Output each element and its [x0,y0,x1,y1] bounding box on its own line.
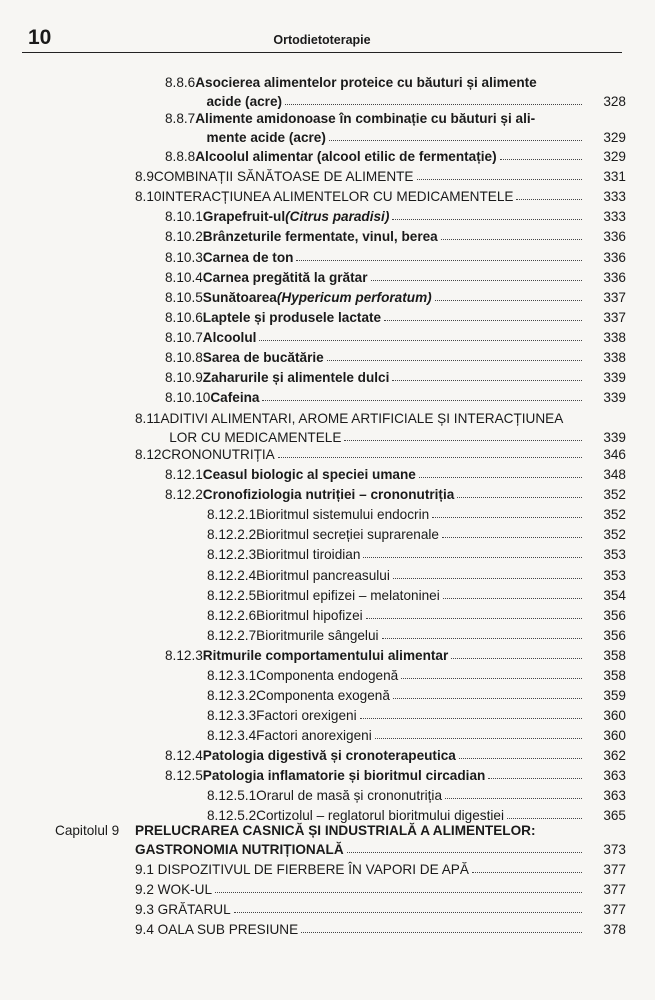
toc-line [165,110,585,128]
toc-entry[interactable] [0,727,655,745]
toc-entry[interactable] [0,410,655,428]
dot-leader [296,249,582,261]
dot-leader [441,228,582,240]
page-ref: 337 [603,310,626,325]
entry-title: Bioritmul tiroidian [256,547,361,562]
dot-leader [516,188,582,200]
dot-leader [459,747,582,759]
toc-entry[interactable] [0,208,655,226]
toc-line [207,627,585,645]
toc-entry[interactable] [0,787,655,805]
toc-line [207,526,585,544]
page-ref: 336 [603,250,626,265]
entry-title: Alimente amidonoase în combinație cu băuturi și ali- [195,111,536,126]
entry-title: Carnea pregătită la grătar [202,270,368,285]
toc-entry[interactable] [0,349,655,367]
toc-line [135,822,585,840]
toc-line [207,667,585,685]
dot-leader [500,148,582,160]
page-ref: 373 [603,842,626,857]
entry-title: Sunătoarea [202,290,277,305]
toc-entry[interactable] [0,93,655,111]
chapter-title: PRELUCRAREA CASNICĂ ȘI INDUSTRIALĂ A ALIMENTELOR: [135,823,536,838]
page-ref: 354 [603,588,626,603]
toc-entry[interactable] [0,446,655,464]
toc-entry[interactable] [0,110,655,128]
toc-line [165,647,585,665]
page-ref: 339 [603,370,626,385]
dot-leader [401,667,582,679]
toc-line [135,841,585,859]
dot-leader [301,921,582,933]
toc-line [135,188,585,206]
dot-leader [371,269,583,281]
dot-leader [435,289,582,301]
dot-leader [347,841,582,853]
toc-line [169,429,585,447]
toc-line [207,727,585,745]
toc-line [135,861,585,879]
toc-entry[interactable] [0,881,655,899]
entry-title: COMBINAȚII SĂNĂTOASE DE ALIMENTE [153,169,414,184]
toc-entry[interactable] [0,389,655,407]
dot-leader [507,807,582,819]
entry-title: Zaharurile și alimentele dulci [202,370,390,385]
page-ref: 352 [603,527,626,542]
toc-entry[interactable] [0,188,655,206]
page-ref: 363 [603,768,626,783]
entry-number: 8.10.5 [165,290,203,305]
page-ref: 356 [603,628,626,643]
entry-title-cont: acide (acre) [206,94,283,109]
entry-title: Patologia inflamatorie și bioritmul circadian [202,768,486,783]
toc-line [135,168,585,186]
entry-number: 8.8.8 [165,149,196,164]
toc-entry[interactable] [0,841,655,859]
chapter-title-cont: GASTRONOMIA NUTRIȚIONALĂ [135,842,344,857]
dot-leader [234,901,582,913]
toc-entry[interactable] [0,687,655,705]
entry-title: Bioritmurile sângelui [256,628,379,643]
entry-title: Alcoolul [202,330,257,345]
entry-title: Patologia digestivă și cronoterapeutica [202,748,456,763]
dot-leader [366,607,582,619]
entry-title: 9.4 OALA SUB PRESIUNE [135,922,299,937]
entry-number: 8.10.6 [165,310,203,325]
entry-number: 8.12.5 [165,768,203,783]
page-ref: 336 [603,229,626,244]
entry-title: CRONONUTRIȚIA [161,447,275,462]
page-ref: 338 [603,330,626,345]
toc-line [207,93,586,111]
entry-number: 8.10 [135,189,162,204]
page-ref: 365 [603,808,626,823]
entry-title: Componenta endogenă [256,668,399,683]
toc-line [207,506,585,524]
entry-number: 8.12.2.6 [207,608,257,623]
page-ref: 346 [603,447,626,462]
page-ref: 328 [603,94,626,109]
page-ref: 337 [603,290,626,305]
entry-title: Factori orexigeni [256,708,357,723]
entry-number: 8.12.2.4 [207,568,257,583]
entry-latin-name: (Hypericum perforatum) [276,290,432,305]
page-ref: 359 [603,688,626,703]
toc-line [165,349,585,367]
dot-leader [392,208,582,220]
dot-leader [445,787,582,799]
page-ref: 356 [603,608,626,623]
entry-number: 8.12.2.2 [207,527,257,542]
toc-entry[interactable] [0,486,655,504]
toc-entry[interactable] [0,168,655,186]
toc-line [165,486,585,504]
dot-leader [417,168,582,180]
dot-leader [432,506,582,518]
page-ref: 363 [603,788,626,803]
toc-line [135,921,585,939]
toc-entry[interactable] [0,429,655,447]
dot-leader [457,486,582,498]
dot-leader [278,446,582,458]
toc-line [165,309,585,327]
toc-entry[interactable] [0,309,655,327]
entry-title: 9.3 GRĂTARUL [135,902,231,917]
entry-title: Bioritmul sistemului endocrin [256,507,430,522]
toc-line [165,289,585,307]
toc-entry[interactable] [0,329,655,347]
page-ref: 358 [603,648,626,663]
toc-entry[interactable] [0,466,655,484]
dot-leader [259,329,582,341]
dot-leader [375,727,582,739]
toc-entry[interactable] [0,921,655,939]
entry-title: Bioritmul secreției suprarenale [256,527,439,542]
entry-title: Bioritmul epifizei – melatoninei [256,588,440,603]
entry-title: Sarea de bucătărie [202,350,324,365]
entry-title: Cronofiziologia nutriției – crononutriția [202,487,455,502]
page-ref: 352 [603,487,626,502]
entry-number: 8.12.1 [165,467,203,482]
page-ref: 329 [603,130,626,145]
entry-number: 8.8.7 [165,111,196,126]
toc-entry[interactable] [0,546,655,564]
dot-leader [285,93,582,105]
toc-line [207,707,585,725]
entry-title: Bioritmul hipofizei [256,608,363,623]
toc-line [207,587,585,605]
entry-number: 8.10.8 [165,350,203,365]
dot-leader [344,429,582,441]
toc-line [135,410,585,428]
dot-leader [393,567,582,579]
entry-number: 8.12.2.7 [207,628,257,643]
page-ref: 377 [603,882,626,897]
entry-number: 8.12.4 [165,748,203,763]
toc-line [165,389,585,407]
dot-leader [329,129,582,141]
page-ref: 348 [603,467,626,482]
entry-number: 8.12.5.1 [207,788,257,803]
page-ref: 352 [603,507,626,522]
entry-title-cont: LOR CU MEDICAMENTELE [169,430,342,445]
toc-line [165,747,585,765]
toc-entry[interactable] [0,74,655,92]
entry-title: Ceasul biologic al speciei umane [202,467,416,482]
toc-entry[interactable] [0,707,655,725]
toc-line [207,129,586,147]
chapter-label: Capitolul 9 [55,823,120,838]
toc-line [165,466,585,484]
dot-leader [262,389,582,401]
entry-number: 8.12.2 [165,487,203,502]
toc-entry[interactable] [0,289,655,307]
toc-line [207,787,585,805]
toc-entry[interactable] [0,747,655,765]
page-ref: 378 [603,922,626,937]
dot-leader [488,767,582,779]
entry-title: Asocierea alimentelor proteice cu băuturi și alimente [195,75,537,90]
entry-number: 8.11 [135,411,161,426]
entry-title: Brânzeturile fermentate, vinul, berea [202,229,438,244]
toc-entry[interactable] [0,269,655,287]
toc-entry[interactable] [0,506,655,524]
entry-number: 8.12.3.1 [207,668,257,683]
page-number: 10 [28,26,52,49]
dot-leader [442,526,582,538]
entry-number: 8.10.10 [165,390,211,405]
toc-entry[interactable] [0,587,655,605]
toc-line [135,901,585,919]
toc-line [207,546,585,564]
dot-leader [392,369,582,381]
toc-line [165,208,585,226]
entry-number: 8.12.3.4 [207,728,257,743]
entry-title: Alcoolul alimentar (alcool etilic de fermentație) [195,149,497,164]
page-ref: 360 [603,728,626,743]
toc-line [207,687,585,705]
toc-line [165,148,585,166]
page-ref: 331 [603,169,626,184]
entry-number: 8.12.3.3 [207,708,257,723]
toc-line [135,446,585,464]
page-ref: 333 [603,209,626,224]
entry-number: 8.12 [135,447,162,462]
running-title: Ortodietoterapie [273,33,371,47]
entry-number: 8.10.1 [165,209,203,224]
dot-leader [451,647,582,659]
entry-number: 8.8.6 [165,75,196,90]
entry-title: Cafeina [210,390,260,405]
dot-leader [393,687,582,699]
page-ref: 358 [603,668,626,683]
page-ref: 377 [603,902,626,917]
entry-latin-name: (Citrus paradisi) [285,209,390,224]
dot-leader [384,309,582,321]
toc-entry[interactable] [0,129,655,147]
entry-title: Ritmurile comportamentului alimentar [202,648,449,663]
entry-title: Bioritmul pancreasului [256,568,390,583]
dot-leader [472,861,582,873]
toc-line [165,329,585,347]
toc-line [165,369,585,387]
page-ref: 338 [603,350,626,365]
page-ref: 329 [603,149,626,164]
toc-line [165,269,585,287]
toc-entry[interactable] [0,767,655,785]
page-ref: 360 [603,708,626,723]
toc-line [165,74,585,92]
toc-entry[interactable] [0,369,655,387]
entry-number: 8.10.9 [165,370,203,385]
entry-title: 9.1 DISPOZITIVUL DE FIERBERE ÎN VAPORI DE APĂ [135,862,469,877]
page-ref: 377 [603,862,626,877]
toc-entry[interactable] [0,861,655,879]
entry-number: 8.10.2 [165,229,203,244]
toc-entry[interactable] [0,607,655,625]
dot-leader [363,546,582,558]
dot-leader [360,707,582,719]
entry-title: INTERACȚIUNEA ALIMENTELOR CU MEDICAMENTELE [161,189,514,204]
page-ref: 339 [603,390,626,405]
entry-title: 9.2 WOK-UL [135,882,213,897]
page-ref: 336 [603,270,626,285]
dot-leader [382,627,582,639]
toc-line [135,881,585,899]
entry-title: Cortizolul – reglatorul bioritmului digestiei [256,808,504,823]
entry-title: Laptele și produsele lactate [202,310,382,325]
entry-title: Componenta exogenă [256,688,390,703]
entry-title: Carnea de ton [202,250,294,265]
entry-title: ADITIVI ALIMENTARI, AROME ARTIFICIALE ȘI INTERACȚIUNEA [160,411,564,426]
page-ref: 339 [603,430,626,445]
toc-entry[interactable] [0,228,655,246]
entry-number: 8.12.2.5 [207,588,257,603]
toc-line [165,249,585,267]
page-ref: 353 [603,568,626,583]
entry-number: 8.12.2.3 [207,547,257,562]
page-ref: 362 [603,748,626,763]
toc-entry[interactable] [0,526,655,544]
entry-number: 8.10.7 [165,330,203,345]
entry-number: 8.12.3 [165,648,203,663]
entry-title: Factori anorexigeni [256,728,372,743]
entry-title: Grapefruit-ul [202,209,286,224]
entry-number: 8.10.4 [165,270,203,285]
dot-leader [419,466,582,478]
toc-line [165,228,585,246]
toc-entry[interactable] [0,901,655,919]
page-ref: 333 [603,189,626,204]
toc-line [207,567,585,585]
page-header [22,18,622,53]
toc-entry[interactable] [0,647,655,665]
entry-title: Orarul de masă și crononutriția [256,788,442,803]
toc-entry[interactable] [0,627,655,645]
toc-entry[interactable] [0,667,655,685]
toc-line [165,767,585,785]
entry-number: 8.9 [135,169,154,184]
toc-entry[interactable] [0,822,655,840]
toc-line [207,607,585,625]
dot-leader [327,349,582,361]
toc-entry[interactable] [0,567,655,585]
entry-number: 8.12.5.2 [207,808,257,823]
toc-entry[interactable] [0,249,655,267]
entry-number: 8.10.3 [165,250,203,265]
dot-leader [443,587,582,599]
entry-number: 8.12.2.1 [207,507,257,522]
dot-leader [215,881,582,893]
toc-entry[interactable] [0,148,655,166]
page-ref: 353 [603,547,626,562]
entry-number: 8.12.3.2 [207,688,257,703]
entry-title-cont: mente acide (acre) [206,130,326,145]
